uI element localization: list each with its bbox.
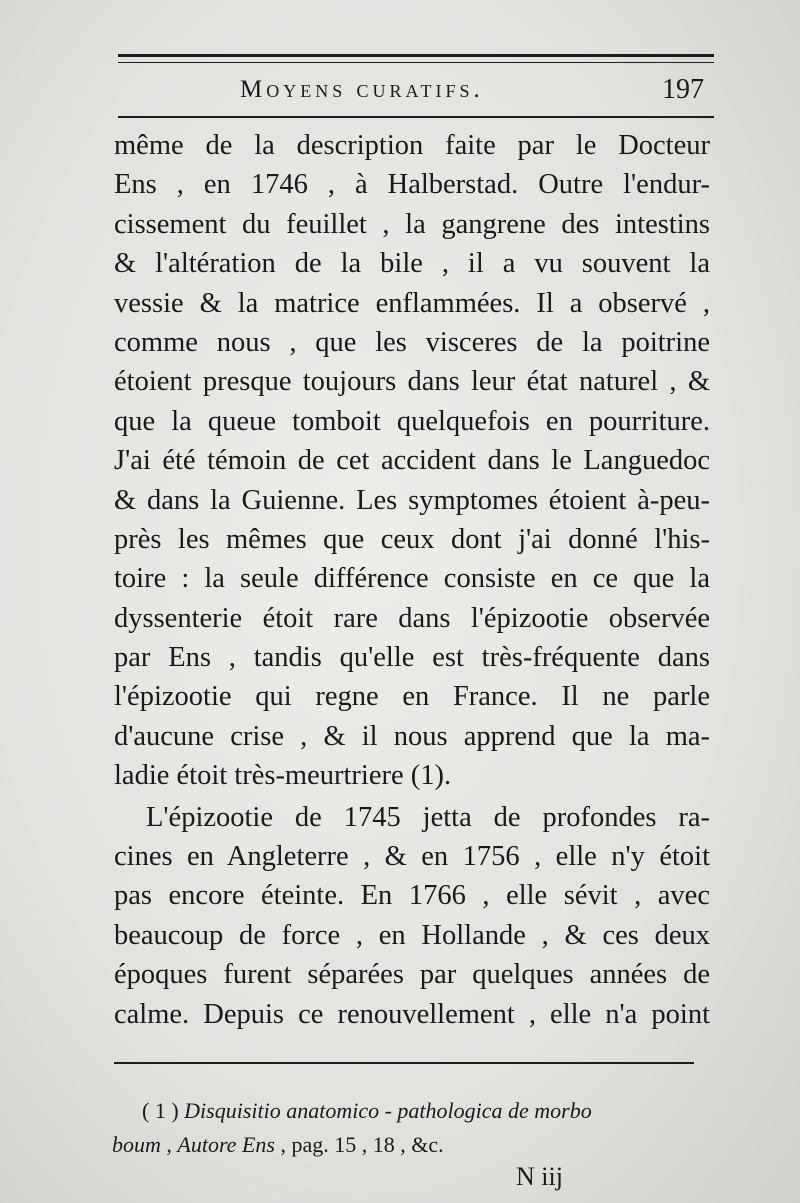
running-head: Moyens curatifs. — [240, 76, 484, 103]
body-text — [114, 126, 710, 1034]
header-bottom-rule — [118, 116, 714, 118]
footnote-line — [112, 1128, 708, 1162]
footnote-title-end: boum — [112, 1132, 161, 1157]
text-line: que la queue tomboit quelquefois en pourriture. — [114, 405, 710, 437]
text-line: comme nous , que les visceres de la poitrine — [114, 326, 710, 358]
footnote-separator: , — [160, 1132, 178, 1157]
footnote-rule — [114, 1062, 694, 1064]
text-line: étoient presque toujours dans leur état naturel , & — [114, 366, 710, 398]
text-line: cines en Angleterre , & en 1756 , elle n'y étoit — [114, 841, 710, 873]
text-line: d'aucune crise , & il nous apprend que la ma- — [114, 720, 710, 752]
text-line: cissement du feuillet , la gangrene des intestins — [114, 208, 710, 240]
text-line: dyssenterie étoit rare dans l'épizootie observée — [114, 602, 710, 634]
text-line: calme. Depuis ce renouvellement , elle n'a point — [114, 998, 710, 1030]
text-line: l'épizootie qui regne en France. Il ne parle — [114, 681, 710, 713]
text-line: & l'altération de la bile , il a vu souvent la — [114, 248, 710, 280]
text-line: Ens , en 1746 , à Halberstad. Outre l'endur- — [114, 169, 710, 201]
text-line: & dans la Guienne. Les symptomes étoient à-peu- — [114, 484, 710, 516]
header-top-rule — [118, 54, 714, 57]
text-line: J'ai été témoin de cet accident dans le Languedoc — [114, 445, 710, 477]
page-number: 197 — [662, 74, 704, 105]
footnote-marker: ( 1 ) — [142, 1098, 179, 1123]
header-thin-rule — [118, 62, 714, 63]
text-line: pas encore éteinte. En 1766 , elle sévit , avec — [114, 880, 710, 912]
footnote-author: Autore Ens — [177, 1132, 275, 1157]
text-line: vessie & la matrice enflammées. Il a observé , — [114, 287, 710, 319]
signature-mark: N iij — [516, 1162, 563, 1191]
text-line: L'épizootie de 1745 jetta de profondes ra- — [146, 801, 710, 833]
text-line: même de la description faite par le Docteur — [114, 130, 710, 161]
text-line: toire : la seule différence consiste en ce que la — [114, 563, 710, 595]
footnote-pages: , pag. 15 , 18 , &c. — [274, 1132, 444, 1157]
text-line: ladie étoit très-meurtriere (1). — [114, 760, 452, 792]
footnote-title: Disquisitio anatomico - pathologica de morbo — [184, 1098, 592, 1123]
text-line: beaucoup de force , en Hollande , & ces deux — [114, 919, 710, 951]
text-line: près les mêmes que ceux dont j'ai donné l'his- — [114, 523, 710, 555]
footnote-line — [112, 1094, 708, 1128]
text-line: par Ens , tandis qu'elle est très-fréquente dans — [114, 642, 710, 674]
footnote — [112, 1094, 708, 1162]
text-line: époques furent séparées par quelques années de — [114, 959, 710, 991]
